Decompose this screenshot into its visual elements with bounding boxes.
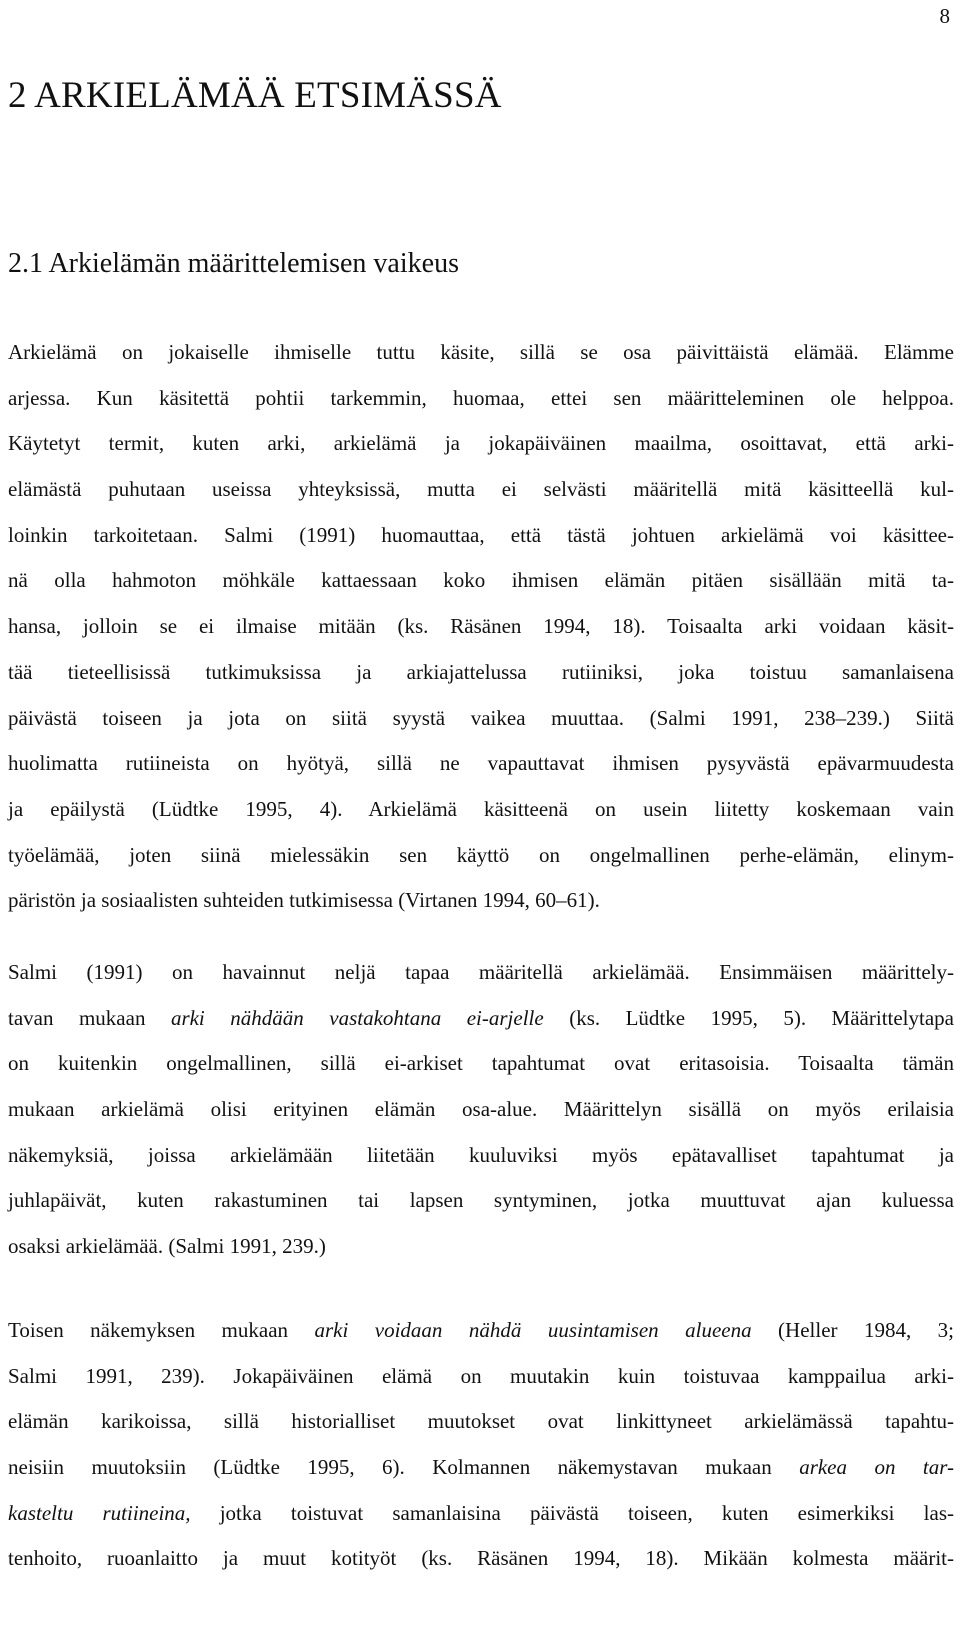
text-line: työelämää, joten siinä mielessäkin sen käyttö on ongelmallinen perhe-elämän, elinym- bbox=[8, 842, 954, 867]
text-line: elämästä puhutaan useissa yhteyksissä, mutta ei selvästi määritellä mitä käsitteellä kul- bbox=[8, 477, 954, 502]
text-line: nä olla hahmoton möhkäle kattaessaan koko ihmisen elämän pitäen sisällään mitä ta- bbox=[8, 568, 954, 593]
text-line: tenhoito, ruoanlaitto ja muut kotityöt (ks. Räsänen 1994, 18). Mikään kolmesta määrit- bbox=[8, 1546, 954, 1571]
text-line: Salmi (1991) on havainnut neljä tapaa määritellä arkielämää. Ensimmäisen määrittely- bbox=[8, 960, 954, 984]
text-line: päristön ja sosiaalisten suhteiden tutkimisessa (Virtanen 1994, 60–61). bbox=[8, 888, 600, 913]
text-line: mukaan arkielämä olisi erityinen elämän osa-alue. Määrittelyn sisällä on myös erilaisia bbox=[8, 1097, 954, 1122]
paragraph-2 bbox=[8, 950, 954, 1270]
text-line: on kuitenkin ongelmallinen, sillä ei-arkiset tapahtumat ovat eritasoisia. Toisaalta tämän bbox=[8, 1051, 954, 1076]
text-line: päivästä toiseen ja jota on siitä syystä vaikea muuttaa. (Salmi 1991, 238–239.) Siitä bbox=[8, 705, 954, 730]
emphasized-text: arki voidaan nähdä uusintamisen alueena bbox=[314, 1318, 752, 1342]
emphasized-text: arki nähdään vastakohtana ei-arjelle bbox=[170, 1005, 544, 1030]
text-line bbox=[8, 1308, 954, 1354]
text-run: (Heller 1984, 3; bbox=[751, 1318, 955, 1342]
text-line: elämän karikoissa, sillä historialliset muutokset ovat linkittyneet arkielämässä tapahtu- bbox=[8, 1409, 954, 1434]
text-run: tavan mukaan bbox=[8, 1005, 171, 1030]
text-line: Salmi 1991, 239). Jokapäiväinen elämä on muutakin kuin toistuvaa kamppailua arki- bbox=[8, 1363, 954, 1388]
text-line: arjessa. Kun käsitettä pohtii tarkemmin, huomaa, ettei sen määritteleminen ole helppoa. bbox=[8, 385, 954, 410]
text-line: tää tieteellisissä tutkimuksissa ja arkiajattelussa rutiiniksi, joka toistuu samanlaisena bbox=[8, 659, 954, 684]
text-line: osaksi arkielämää. (Salmi 1991, 239.) bbox=[8, 1234, 326, 1259]
text-line bbox=[8, 1445, 954, 1491]
text-line bbox=[8, 996, 954, 1042]
emphasized-text: kasteltu rutiineina, bbox=[8, 1500, 191, 1525]
text-line: huolimatta rutiineista on hyötyä, sillä ne vapauttavat ihmisen pysyvästä epävarmuudesta bbox=[8, 751, 954, 776]
text-line: loinkin tarkoitetaan. Salmi (1991) huomauttaa, että tästä johtuen arkielämä voi käsittee- bbox=[8, 522, 954, 547]
text-run: neisiin muutoksiin (Lüdtke 1995, 6). Kolmannen näkemystavan mukaan bbox=[8, 1455, 800, 1480]
section-title: 2.1 Arkielämän määrittelemisen vaikeus bbox=[8, 248, 459, 279]
text-run: jotka toistuvat samanlaisina päivästä toiseen, kuten esimerkiksi las- bbox=[190, 1500, 954, 1525]
text-line: ja epäilystä (Lüdtke 1995, 4). Arkielämä käsitteenä on usein liitetty koskemaan vain bbox=[8, 796, 954, 821]
page-number: 8 bbox=[939, 4, 950, 28]
paragraph-1 bbox=[8, 330, 954, 924]
text-run: Toisen näkemyksen mukaan bbox=[8, 1318, 315, 1342]
text-line: näkemyksiä, joissa arkielämään liitetään kuuluviksi myös epätavalliset tapahtumat ja bbox=[8, 1142, 954, 1167]
chapter-title: 2 ARKIELÄMÄÄ ETSIMÄSSÄ bbox=[8, 75, 502, 116]
text-line: hansa, jolloin se ei ilmaise mitään (ks. Räsänen 1994, 18). Toisaalta arki voidaan käsit- bbox=[8, 614, 954, 639]
text-line bbox=[8, 1491, 954, 1537]
paragraph-3 bbox=[8, 1308, 954, 1582]
text-line: juhlapäivät, kuten rakastuminen tai lapsen syntyminen, jotka muuttuvat ajan kuluessa bbox=[8, 1188, 954, 1213]
text-line: Arkielämä on jokaiselle ihmiselle tuttu käsite, sillä se osa päivittäistä elämää. Elämme bbox=[8, 340, 954, 364]
text-line: Käytetyt termit, kuten arki, arkielämä ja jokapäiväinen maailma, osoittavat, että arki- bbox=[8, 431, 954, 456]
emphasized-text: arkea on tar- bbox=[799, 1455, 954, 1480]
text-run: (ks. Lüdtke 1995, 5). Määrittelytapa bbox=[543, 1005, 954, 1030]
